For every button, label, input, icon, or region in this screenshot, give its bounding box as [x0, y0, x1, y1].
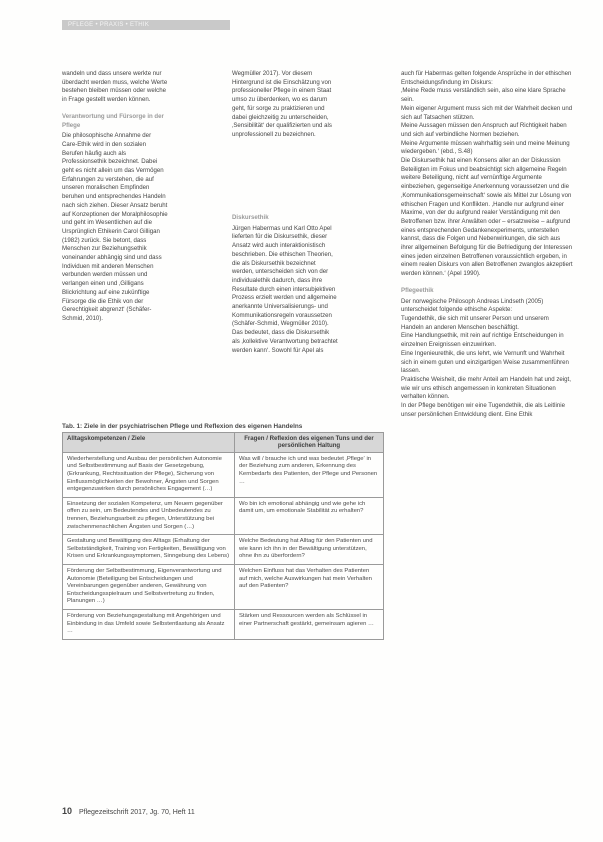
- paragraph: In der Pflege benötigen wir eine Tugendethik, die als Leitlinie unser persönlichen Entwicklung dient. Eine Ethik: [401, 402, 565, 418]
- table-cell: Welche Bedeutung hat Alltag für den Patienten und wie kann ich ihn in der Bewältigung unterstützen, ohne ihn zu überfordern?: [239, 538, 373, 560]
- table-cell: Wo bin ich emotional abhängig und wie gehe ich damit um, um emotionale Stabilität zu erhalten?: [239, 500, 366, 515]
- text-column-3: [401, 70, 573, 419]
- section-header-label: PFLEGE • PRAXIS • ETHIK: [68, 22, 150, 28]
- table-cell: Was will / brauche ich und was bedeutet ‚Pflege‘ in der Beziehung zum anderen, Erkennung des Kernbedarfs des Patienten, der Pflege und Personen …: [239, 455, 378, 485]
- table-row: [63, 534, 383, 564]
- list-item: Eine Ingenieurethik, die uns lehrt, wie Vernunft und Wahrheit sich in einem guten und einzigartigen Weise zusammenführen lassen.: [401, 349, 569, 375]
- list-item: Eine Handlungsethik, mit rein auf richtige Entscheidungen in einzelnen Ereignissen einzuwirken.: [401, 332, 564, 349]
- table-row: [63, 564, 383, 609]
- table-cell: Einsetzung der sozialen Kompetenz, um Neuem gegenüber offen zu sein, um Bedeutendes und Unbedeutendes zu trennen, Beziehungsarbeit zu pflegen, Unterstützung bei zwischenmenschlichen Ängsten und Sorgen (…): [63, 498, 235, 534]
- paragraph: Die philosophische Annahme der Care-Ethik wird in den sozialen Berufen häufig auch als Professionsethik bezeichnet. Dabei geht es nicht allein um das Vermögen Erfahrungen zu verstehen, die auf unseren moralischen Empfinden beruhen und entsprechendes Handeln nach sich ziehen. Dieser Ansatz beruht auf Konzeptionen der Moralphilosophie und geht im Wesentlichen auf die Ursprünglich Ethikerin Carol Gilligan (1982) zurück. Sie betont, dass Menschen zur Beziehungsethik voneinander abhängig sind und dass Individuen mit anderen Menschen verbunden werden müssen und verlangen einen und ‚Gilligans Blickrichtung auf eine zukünftige Fürsorge die die Ethik von der Gerechtigkeit abgrenzt‘ (Schäfer-Schmid, 2010).: [62, 132, 168, 322]
- paragraph: wandeln und dass unsere werkte nur überdacht werden muss, welche Werte bestehen bleiben müssen oder welche in Frage gestellt werden können.: [62, 70, 168, 104]
- paragraph: Wegmüller 2017). Vor diesem Hintergrund ist die Einschätzung von professioneller Pflege in einem Staat umso zu überdenken, wo es darum geht, für sorge zu praktizieren und dabei gleichzeitig zu unterscheiden, ‚Sensibilität‘ der qualifizierten und als unprofessionell zu bezeichnen.: [232, 70, 332, 138]
- paragraph: Jürgen Habermas und Karl Otto Apel lieferten für die Diskursethik, dieser Ansatz wird auch interaktionistisch beschrieben. Die ethischen Theorien, die als Diskursethik bezeichnet werden, unterscheiden sich von der individualethik dadurch, dass ihre Resultate durch einen intersubjektiven Prozess erzielt werden und allgemeine anerkannte Universalisierungs- und Kommunikationsregeln voraussetzen (Schäfer-Schmid, Wegmüller 2010). Das bedeutet, dass die Diskursethik als ‚kollektive Verantwortung betrachtet werden kann‘. Sowohl für Apel als: [232, 224, 338, 354]
- table-header-cell: Fragen / Reflexion des eigenen Tuns und der persönlichen Haltung: [244, 435, 374, 450]
- list-item: Mein eigener Argument muss sich mit der Wahrheit decken und sich auf Tatsachen stützen.: [401, 104, 573, 121]
- text-column-1: [62, 70, 168, 324]
- table-cell: Wiederherstellung und Ausbau der persönlichen Autonomie und Selbstbestimmung auf Basis der Gesetzgebung, (Erkrankung, Rechtssituation der Pflege), Sicherung von Einflussmöglichkeiten der Bewohner, Ängsten und Sorgen entgegenzuwirken durch persönliches Engagement (…): [63, 453, 235, 497]
- list-item: Praktische Weisheit, die mehr Anteil am Handeln hat und zeigt, wie wir uns ethisch angemessen in konkreten Situationen verhalten können.: [401, 375, 571, 401]
- list-item: Meine Aussagen müssen den Anspruch auf Richtigkeit haben und sich auf verbindliche Normen beziehen.: [401, 122, 567, 138]
- table-row: [63, 497, 383, 534]
- table-cell: Welchen Einfluss hat das Verhalten des Patienten auf mich, welche Auswirkungen hat mein Verhalten auf den Patienten?: [239, 567, 372, 590]
- journal-reference: Pflegezeitschrift 2017, Jg. 70, Heft 11: [78, 809, 195, 816]
- list-item: Meine Argumente müssen wahrhaftig sein und meine Meinung wiedergeben.‘ (ebd., S.48): [401, 139, 570, 156]
- table-row: [63, 609, 383, 639]
- table-cell: Stärken und Ressourcen werden als Schlüssel in einer Partnerschaft gestärkt, gemeinsam agieren …: [239, 612, 374, 627]
- paragraph: Der norwegische Philosoph Andreas Lindseth (2005) unterscheidet folgende ethische Aspekte:: [401, 297, 544, 314]
- section-subhead: Diskursethik: [232, 214, 269, 221]
- table-cell: Förderung von Beziehungsgestaltung mit Angehörigen und Einbindung in das Umfeld sowie Selbstentlastung als Ansatz …: [63, 610, 235, 639]
- paragraph: Die Diskursethik hat einen Konsens aller an der Diskussion Beteiligten im Fokus und beabsichtigt sich allgemeine Regeln weitere Beteiligung, nicht auf vernünftige Argumente einbeziehen, gegenseitige Anerkennung voraussetzen und die ‚Kommunikationsgemeinschaft‘ sowie als Mittel zur Lösung von ethischen Fragen und Konflikten. ‚Handle nur aufgrund einer Maxime, von der du aufgrund realer Verständigung mit den Betroffenen bzw. ihrer Anwälten oder – ersatzweise – aufgrund eines entsprechenden Gedankenexperiments, unterstellen kannst, dass die Folgen und Nebenwirkungen, die sich aus ihrer allgemeinen Befolgung für die Befriedigung der Interessen eines jeden einzelnen Betroffenen voraussichtlich ergeben, in einem realen Diskurs von allen Betroffenen zwanglos akzeptiert werden können.‘ (Apel 1990).: [401, 157, 573, 278]
- text-column-2: [232, 70, 338, 140]
- goals-table: [62, 432, 384, 640]
- section-header-bar: [62, 20, 230, 30]
- table-caption: Tab. 1: Ziele in der psychiatrischen Pflege und Reflexion des eigenen Handelns: [62, 423, 303, 430]
- page-footer: [62, 806, 382, 816]
- list-item: Tugendethik, die sich mit unserer Person und unserem Handeln an anderen Menschen beschäftigt.: [401, 314, 549, 331]
- list-item: ‚Meine Rede muss verständlich sein, also eine klare Sprache sein.: [401, 87, 566, 104]
- page-number: 10: [62, 806, 73, 816]
- table-cell: Förderung der Selbstbestimmung, Eigenverantwortung und Autonomie (Beteiligung bei Entscheidungen und Vereinbarungen gegenüber anderen, Gewährung von Entscheidungsspielraum und Selbstvertretung zu finden, Planungen …): [63, 565, 235, 609]
- section-subhead: Verantwortung und Fürsorge in der Pflege: [62, 112, 164, 129]
- text-column-2-lower: [232, 214, 338, 355]
- table-row: [63, 452, 383, 497]
- table-cell: Gestaltung und Bewältigung des Alltags (Erhaltung der Selbstständigkeit, Training von Fertigkeiten, Bewältigung von Krisen und Erkrankungssymptomen, Sinngebung des Lebens): [63, 535, 235, 564]
- table-header-cell: Alltagskompetenzen / Ziele: [63, 433, 235, 452]
- table-header-row: [63, 433, 383, 452]
- paragraph: auch für Habermas gelten folgende Ansprüche in der ethischen Entscheidungsfindung im Diskurs:: [401, 70, 572, 86]
- section-subhead: Pflegeethik: [401, 286, 434, 294]
